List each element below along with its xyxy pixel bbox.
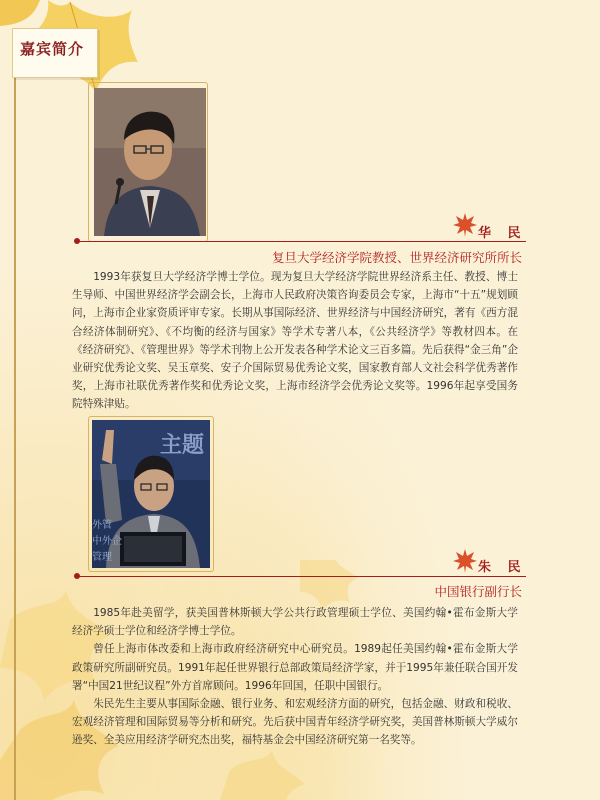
photo-background-text: 主题: [160, 432, 205, 458]
maple-leaf-icon-2: [452, 548, 478, 574]
bio-paragraph: 1985年赴美留学，获美国普林斯顿大学公共行政管理硕士学位、美国约翰•霍布金斯大学经济学硕士学位和经济学博士学位。: [72, 607, 518, 638]
maple-leaf-icon: [452, 212, 478, 238]
photo-side-text-3: 管理: [92, 552, 112, 563]
portrait-icon: [94, 88, 206, 236]
person-title-1: 复旦大学经济学院教授、世界经济研究所所长: [271, 250, 522, 265]
name-divider-1: [78, 241, 526, 242]
person-name-2: 朱 民: [478, 560, 527, 575]
name-divider-2: [78, 576, 526, 577]
bio-paragraph: 曾任上海市体改委和上海市政府经济研究中心研究员。1989起任美国约翰•霍布金斯大学政策研究所副研究员。1991年起任世界银行总部政策局经济学家，并于1995年兼任联合国开发署“中国21世纪议程”外方首席顾问。1996年回国，任职中国银行。: [72, 643, 518, 692]
left-border-rule: [14, 40, 16, 800]
photo-side-text-1: 外管: [92, 520, 112, 531]
person-name-1: 华 民: [478, 226, 527, 241]
portrait-photo-1: [94, 88, 206, 236]
bio-1: [72, 268, 518, 414]
photo-side-text-2: 中外企: [92, 536, 122, 547]
bio-paragraph: 1993年获复旦大学经济学博士学位。现为复旦大学经济学院世界经济系主任、教授、博士生导师、中国世界经济学会副会长，上海市人民政府决策咨询委员会专家，上海市“十五”规划顾问，上海市企业家资质评审专家。长期从事国际经济、世界经济与中国经济研究，著有《西方混合经济体制研究》、《不均衡的经济与国家》等学术专著八本，《公共经济学》等教材四本。在《经济研究》、《管理世界》等学术刊物上公开发表各种学术论文三百多篇。先后获得“金三角”企业研究优秀论文奖、吴玉章奖、安子介国际贸易优秀论文奖，国家教育部人文社会科学优秀著作奖，上海市社联优秀著作奖和优秀论文奖，上海市经济学会优秀论文奖等。1996年起享受国务院特殊津贴。: [72, 271, 518, 411]
bio-paragraph: 朱民先生主要从事国际金融、银行业务、和宏观经济方面的研究，包括金融、财政和税收、宏观经济管理和国际贸易等分析和研究。先后获中国青年经济学研究奖，美国普林斯顿大学威尔逊奖、全美应用经济学研究杰出奖，福特基金会中国经济研究第一名奖等。: [72, 698, 518, 747]
page-title: 嘉宾简介: [20, 40, 85, 58]
bio-2: [72, 604, 518, 750]
person-title-2: 中国银行副行长: [434, 584, 522, 599]
